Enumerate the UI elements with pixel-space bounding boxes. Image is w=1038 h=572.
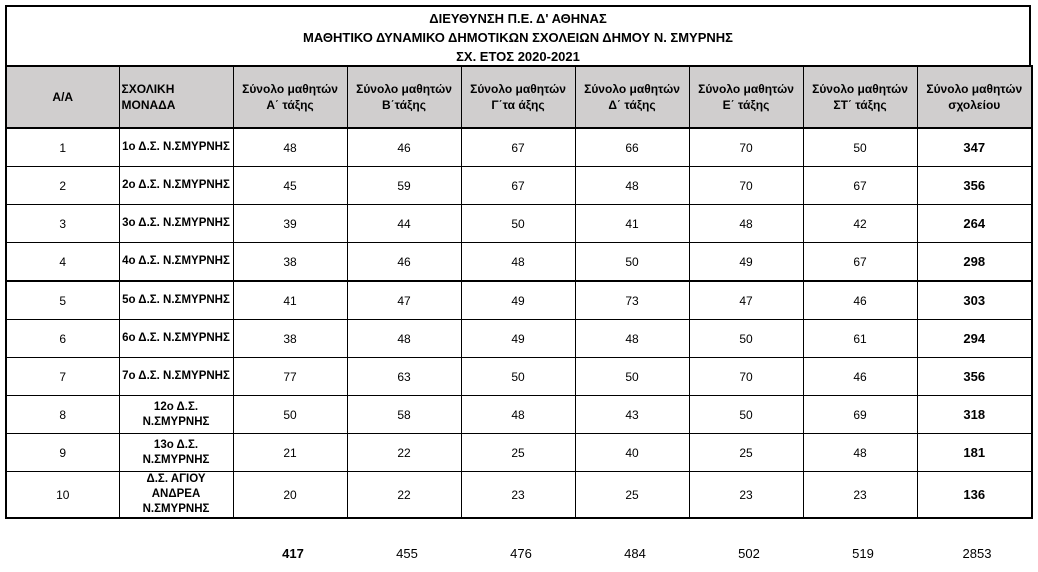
student-roster-sheet xyxy=(5,5,1031,519)
grade-a-count: 77 xyxy=(233,358,347,396)
school-name: 12ο Δ.Σ. Ν.ΣΜΥΡΝΗΣ xyxy=(119,396,233,434)
grade-e-count: 70 xyxy=(689,358,803,396)
grade-e-count: 50 xyxy=(689,396,803,434)
grade-a-count: 38 xyxy=(233,320,347,358)
grade-d-count: 48 xyxy=(575,167,689,205)
school-total: 264 xyxy=(917,205,1032,243)
grade-a-count: 20 xyxy=(233,472,347,519)
header-grade-b: Σύνολο μαθητών Β΄τάξης xyxy=(347,66,461,128)
row-number: 8 xyxy=(6,396,119,434)
directorate-title: ΔΙΕΥΘΥΝΣΗ Π.Ε. Δ' ΑΘΗΝΑΣ xyxy=(429,11,607,26)
header-school-total: Σύνολο μαθητών σχολείου xyxy=(917,66,1032,128)
grade-e-count: 70 xyxy=(689,167,803,205)
grade-c-count: 48 xyxy=(461,396,575,434)
sum-grade-b: 455 xyxy=(396,546,418,561)
header-grade-f: Σύνολο μαθητών ΣΤ΄ τάξης xyxy=(803,66,917,128)
grade-d-count: 43 xyxy=(575,396,689,434)
grade-a-count: 38 xyxy=(233,243,347,282)
sum-grade-a: 417 xyxy=(282,546,304,561)
row-number: 6 xyxy=(6,320,119,358)
table-row xyxy=(6,434,1032,472)
grade-f-count: 46 xyxy=(803,358,917,396)
grade-b-count: 46 xyxy=(347,128,461,167)
school-name: 3ο Δ.Σ. Ν.ΣΜΥΡΝΗΣ xyxy=(119,205,233,243)
grade-e-count: 49 xyxy=(689,243,803,282)
grade-b-count: 58 xyxy=(347,396,461,434)
school-total: 181 xyxy=(917,434,1032,472)
grade-d-count: 50 xyxy=(575,243,689,282)
row-number: 7 xyxy=(6,358,119,396)
grade-c-count: 67 xyxy=(461,128,575,167)
row-number: 9 xyxy=(6,434,119,472)
table-row xyxy=(6,167,1032,205)
header-row xyxy=(6,66,1032,128)
grade-b-count: 48 xyxy=(347,320,461,358)
sum-grade-c: 476 xyxy=(510,546,532,561)
grade-e-count: 50 xyxy=(689,320,803,358)
school-name: 2ο Δ.Σ. Ν.ΣΜΥΡΝΗΣ xyxy=(119,167,233,205)
grade-d-count: 40 xyxy=(575,434,689,472)
grade-c-count: 50 xyxy=(461,205,575,243)
grade-d-count: 25 xyxy=(575,472,689,519)
grade-c-count: 23 xyxy=(461,472,575,519)
grade-e-count: 23 xyxy=(689,472,803,519)
grade-a-count: 41 xyxy=(233,281,347,320)
grade-d-count: 41 xyxy=(575,205,689,243)
school-name: 6ο Δ.Σ. Ν.ΣΜΥΡΝΗΣ xyxy=(119,320,233,358)
title-block xyxy=(5,5,1031,65)
table-row xyxy=(6,320,1032,358)
school-total: 136 xyxy=(917,472,1032,519)
table-body xyxy=(6,128,1032,518)
school-total: 294 xyxy=(917,320,1032,358)
table-row xyxy=(6,396,1032,434)
table-row xyxy=(6,243,1032,282)
grade-a-count: 50 xyxy=(233,396,347,434)
header-grade-a: Σύνολο μαθητών Α΄ τάξης xyxy=(233,66,347,128)
grade-f-count: 46 xyxy=(803,281,917,320)
school-total: 303 xyxy=(917,281,1032,320)
grade-d-count: 73 xyxy=(575,281,689,320)
grade-d-count: 48 xyxy=(575,320,689,358)
school-total: 318 xyxy=(917,396,1032,434)
grade-f-count: 69 xyxy=(803,396,917,434)
header-school: ΣΧΟΛΙΚΗ ΜΟΝΑΔΑ xyxy=(119,66,233,128)
school-total: 356 xyxy=(917,358,1032,396)
table-row xyxy=(6,205,1032,243)
grade-f-count: 23 xyxy=(803,472,917,519)
header-grade-c: Σύνολο μαθητών Γ΄τα άξης xyxy=(461,66,575,128)
school-name: 4ο Δ.Σ. Ν.ΣΜΥΡΝΗΣ xyxy=(119,243,233,282)
grade-b-count: 44 xyxy=(347,205,461,243)
grade-b-count: 22 xyxy=(347,434,461,472)
grade-b-count: 22 xyxy=(347,472,461,519)
grade-f-count: 50 xyxy=(803,128,917,167)
grade-c-count: 49 xyxy=(461,281,575,320)
grade-b-count: 47 xyxy=(347,281,461,320)
school-name: Δ.Σ. ΑΓΙΟΥ ΑΝΔΡΕΑ Ν.ΣΜΥΡΝΗΣ xyxy=(119,472,233,519)
grade-a-count: 21 xyxy=(233,434,347,472)
column-sums xyxy=(5,546,1031,566)
grade-c-count: 67 xyxy=(461,167,575,205)
table-row xyxy=(6,358,1032,396)
school-name: 13ο Δ.Σ. Ν.ΣΜΥΡΝΗΣ xyxy=(119,434,233,472)
grade-c-count: 48 xyxy=(461,243,575,282)
grade-f-count: 42 xyxy=(803,205,917,243)
sum-grade-e: 502 xyxy=(738,546,760,561)
table-row xyxy=(6,472,1032,519)
school-total: 298 xyxy=(917,243,1032,282)
grade-e-count: 48 xyxy=(689,205,803,243)
grade-e-count: 47 xyxy=(689,281,803,320)
row-number: 4 xyxy=(6,243,119,282)
grade-b-count: 46 xyxy=(347,243,461,282)
header-grade-e: Σύνολο μαθητών Ε΄ τάξης xyxy=(689,66,803,128)
grade-d-count: 66 xyxy=(575,128,689,167)
grade-c-count: 50 xyxy=(461,358,575,396)
grade-f-count: 67 xyxy=(803,167,917,205)
grade-b-count: 59 xyxy=(347,167,461,205)
sum-total: 2853 xyxy=(962,546,992,561)
header-grade-d: Σύνολο μαθητών Δ΄ τάξης xyxy=(575,66,689,128)
grade-f-count: 67 xyxy=(803,243,917,282)
sum-grade-d: 484 xyxy=(624,546,646,561)
row-number: 2 xyxy=(6,167,119,205)
document-title: ΜΑΘΗΤΙΚΟ ΔΥΝΑΜΙΚΟ ΔΗΜΟΤΙΚΩΝ ΣΧΟΛΕΙΩΝ ΔΗΜΟΥ Ν. ΣΜΥΡΝΗΣ xyxy=(303,30,733,45)
row-number: 3 xyxy=(6,205,119,243)
row-number: 1 xyxy=(6,128,119,167)
grade-f-count: 61 xyxy=(803,320,917,358)
grade-a-count: 39 xyxy=(233,205,347,243)
enrollment-table xyxy=(5,65,1033,519)
grade-e-count: 25 xyxy=(689,434,803,472)
row-number: 10 xyxy=(6,472,119,519)
grade-d-count: 50 xyxy=(575,358,689,396)
grade-c-count: 49 xyxy=(461,320,575,358)
grade-a-count: 48 xyxy=(233,128,347,167)
school-name: 7ο Δ.Σ. Ν.ΣΜΥΡΝΗΣ xyxy=(119,358,233,396)
grade-f-count: 48 xyxy=(803,434,917,472)
school-total: 347 xyxy=(917,128,1032,167)
school-year: ΣΧ. ΕΤΟΣ 2020-2021 xyxy=(456,49,580,64)
sum-grade-f: 519 xyxy=(852,546,874,561)
table-row xyxy=(6,281,1032,320)
grade-b-count: 63 xyxy=(347,358,461,396)
table-row xyxy=(6,128,1032,167)
header-aa: Α/Α xyxy=(6,66,119,128)
grade-e-count: 70 xyxy=(689,128,803,167)
grade-c-count: 25 xyxy=(461,434,575,472)
school-name: 1ο Δ.Σ. Ν.ΣΜΥΡΝΗΣ xyxy=(119,128,233,167)
row-number: 5 xyxy=(6,281,119,320)
school-name: 5ο Δ.Σ. Ν.ΣΜΥΡΝΗΣ xyxy=(119,281,233,320)
grade-a-count: 45 xyxy=(233,167,347,205)
school-total: 356 xyxy=(917,167,1032,205)
